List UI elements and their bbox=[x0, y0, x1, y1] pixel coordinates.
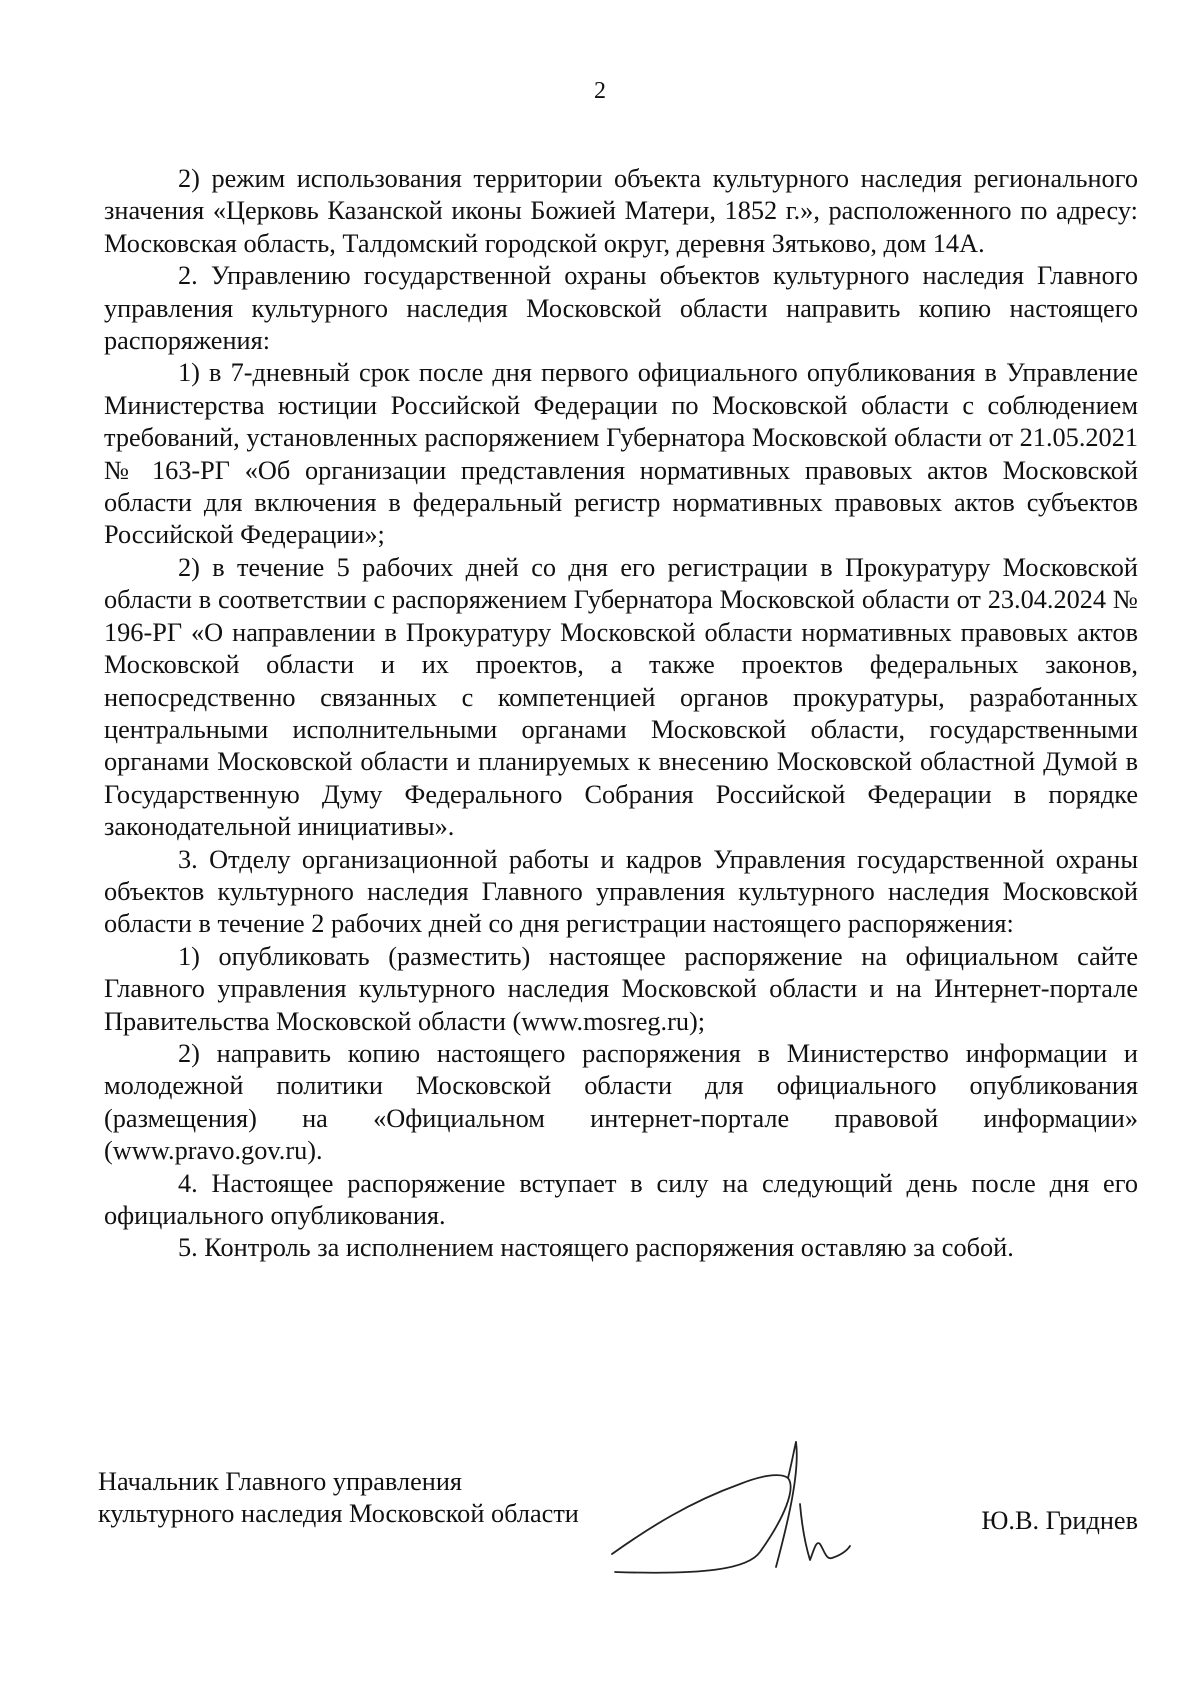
paragraph-section-2: 2. Управлению государственной охраны объектов культурного наследия Главного управления культурного наследия Московской области направить копию настоящего распоряжения: bbox=[104, 261, 1138, 356]
signer-position-line-2: культурного наследия Московской области bbox=[98, 1499, 579, 1529]
paragraph-section-3-item-2: 2) направить копию настоящего распоряжения в Министерство информации и молодежной политики Московской области для официального опубликования (размещения) на «Официальном интернет-портале правовой информации» (www.pravo.gov.ru). bbox=[104, 1038, 1138, 1166]
handwritten-signature bbox=[610, 1432, 910, 1582]
paragraph-section-2-item-1: 1) в 7-дневный срок после дня первого официального опубликования в Управление Министерства юстиции Российской Федерации по Московской области с соблюдением требований, установленных распоряжением Губернатора Московской области от 21.05.2021 № 163-РГ «Об организации представления нормативных правовых актов Московской области для включения в федеральный регистр нормативных правовых актов субъектов Российской Федерации»; bbox=[104, 358, 1138, 550]
document-body bbox=[104, 163, 1138, 1265]
paragraph-item-2-2: 2) режим использования территории объекта культурного наследия регионального значения «Церковь Казанской иконы Божией Матери, 1852 г.», расположенного по адресу: Московская область, Талдомский городской округ, деревня Зятьково, дом 14А. bbox=[104, 164, 1138, 258]
signer-position-line-1: Начальник Главного управления bbox=[98, 1467, 463, 1496]
signer-position bbox=[98, 1466, 579, 1531]
paragraph-section-5: 5. Контроль за исполнением настоящего распоряжения оставляю за собой. bbox=[178, 1233, 1014, 1263]
paragraph-section-4: 4. Настоящее распоряжение вступает в силу на следующий день после дня его официального опубликования. bbox=[104, 1168, 1138, 1230]
paragraph-section-3: 3. Отделу организационной работы и кадров Управления государственной охраны объектов культурного наследия Главного управления культурного наследия Московской области в течение 2 рабочих дней со дня регистрации настоящего распоряжения: bbox=[104, 844, 1138, 939]
paragraph-section-2-item-2: 2) в течение 5 рабочих дней со дня его регистрации в Прокуратуру Московской области в соответствии с распоряжением Губернатора Московской области от 23.04.2024 № 196-РГ «О направлении в Прокуратуру Московской области нормативных правовых актов Московской области и их проектов, а также проектов федеральных законов, непосредственно связанных с компетенцией органов прокуратуры, разработанных центральными исполнительными органами Московской области, государственными органами Московской области и планируемых к внесению Московской областной Думой в Государственную Думу Федерального Собрания Российской Федерации в порядке законодательной инициативы». bbox=[104, 552, 1138, 842]
signer-name: Ю.В. Гриднев bbox=[981, 1506, 1138, 1535]
page-number: 2 bbox=[594, 78, 606, 104]
paragraph-section-3-item-1: 1) опубликовать (разместить) настоящее распоряжение на официальном сайте Главного управления культурного наследия Московской области и на Интернет-портале Правительства Московской области (www.mosreg.ru); bbox=[104, 941, 1138, 1036]
